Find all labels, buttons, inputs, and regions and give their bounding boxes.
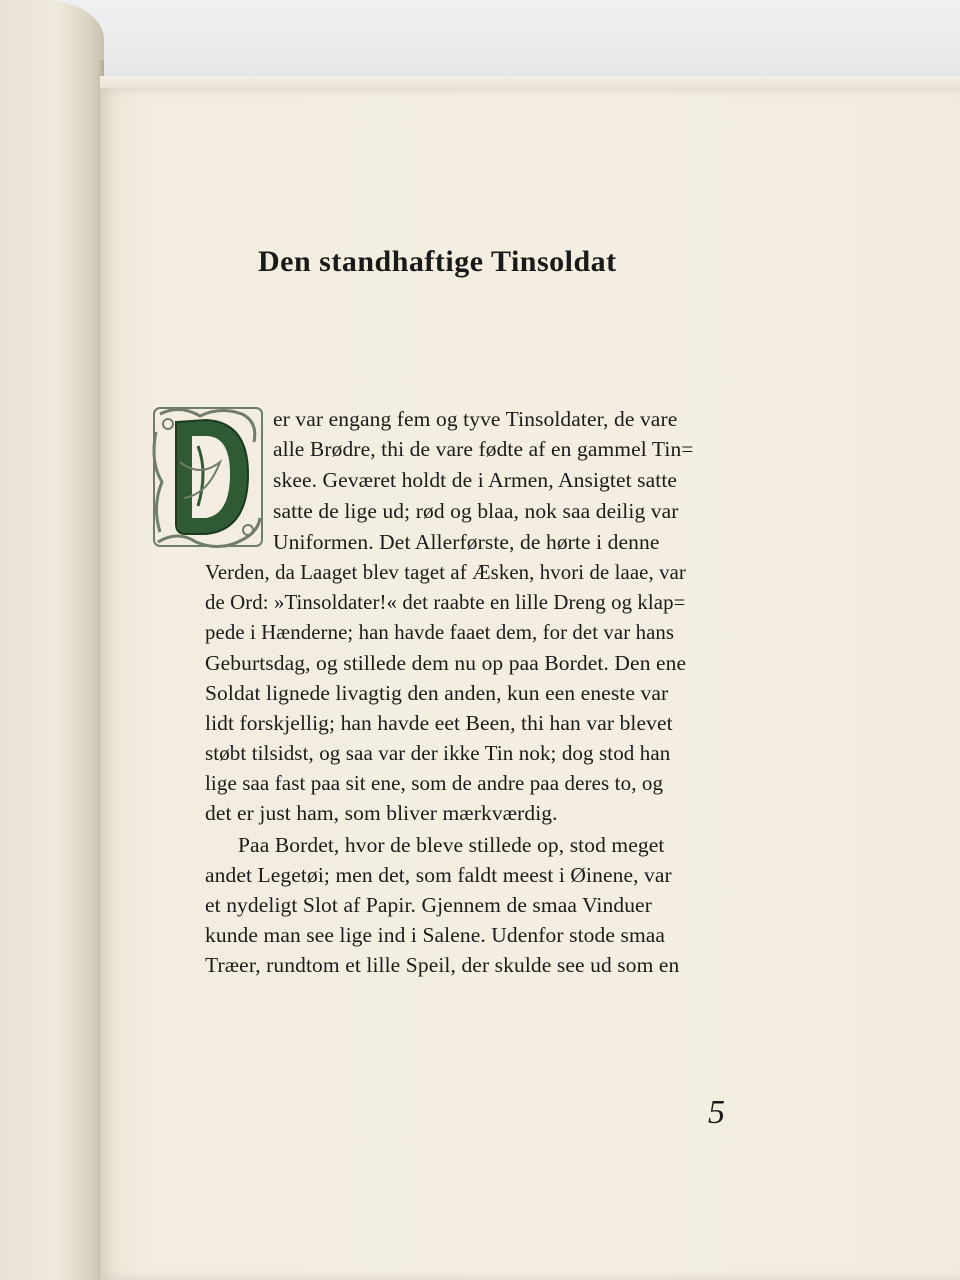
text-line: et nydeligt Slot af Papir. Gjennem de smaa Vinduer [205,893,652,917]
text-line: alle Brødre, thi de vare fødte af en gammel Tin= [273,437,694,461]
text-line: satte de lige ud; rød og blaa, nok saa deilig var [273,499,679,523]
text-line: er var engang fem og tyve Tinsoldater, de vare [273,407,678,431]
text-line: andet Legetøi; men det, som faldt meest i Øinene, var [205,863,672,887]
text-line: støbt tilsidst, og saa var der ikke Tin nok; dog stod han [205,741,671,765]
text-line: Soldat lignede livagtig den anden, kun een eneste var [205,681,669,705]
chapter-title: Den standhaftige Tinsoldat [258,245,617,279]
text-line: Geburtsdag, og stillede dem nu op paa Bordet. Den ene [205,651,687,675]
text-line: det er just ham, som bliver mærkværdig. [205,801,558,825]
text-line: skee. Geværet holdt de i Armen, Ansigtet satte [273,468,678,492]
decorated-initial [150,402,268,552]
text-line: Paa Bordet, hvor de bleve stillede op, stod meget [238,833,665,857]
ornament-icon [150,402,268,552]
text-line: Træer, rundtom et lille Speil, der skulde see ud som en [205,953,680,977]
text-line: lige saa fast paa sit ene, som de andre paa deres to, og [205,771,664,795]
page-number: 5 [708,1094,725,1131]
left-page-edge [0,0,104,1280]
text-line: lidt forskjellig; han havde eet Been, thi han var blevet [205,711,673,735]
text-line: de Ord: »Tinsoldater!« det raabte en lille Dreng og klap= [205,591,686,614]
text-line: kunde man see lige ind i Salene. Udenfor stode smaa [205,923,666,947]
text-line: Verden, da Laaget blev taget af Æsken, hvori de laae, var [205,561,686,584]
text-line: Uniformen. Det Allerførste, de hørte i denne [273,530,660,554]
text-line: pede i Hænderne; han havde faaet dem, for det var hans [205,621,675,644]
